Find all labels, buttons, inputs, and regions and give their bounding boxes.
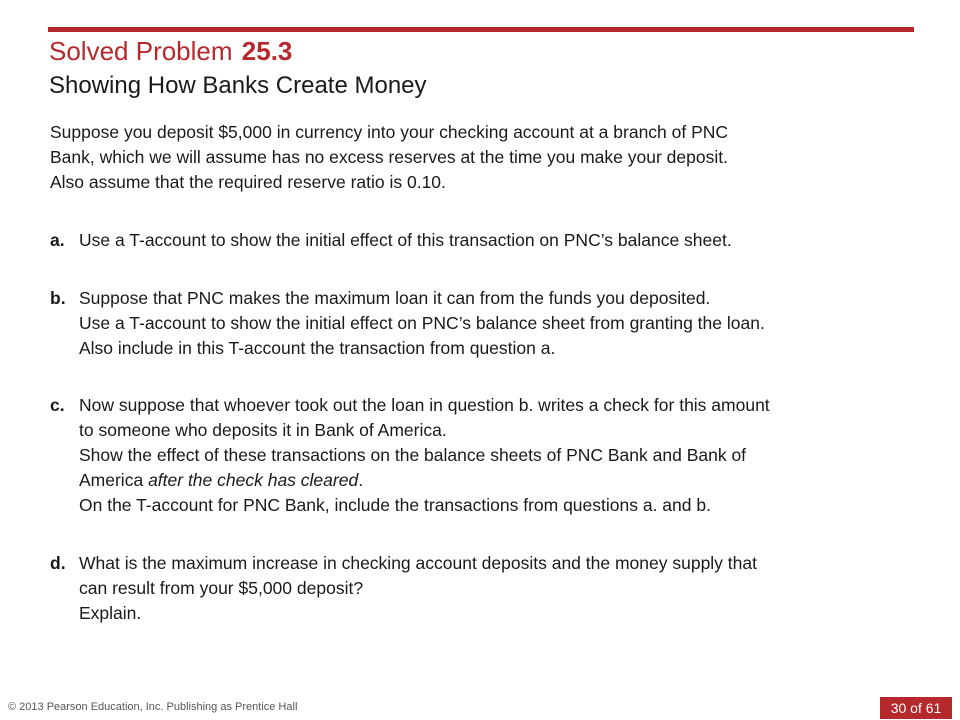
question-line: Now suppose that whoever took out the loan in question b. writes a check for this amount bbox=[79, 395, 770, 415]
emphasis-text: after the check has cleared bbox=[148, 470, 359, 490]
question-line: Use a T-account to show the initial effect of this transaction on PNC’s balance sheet. bbox=[79, 230, 732, 250]
question-d bbox=[50, 551, 930, 626]
question-c bbox=[50, 393, 930, 518]
page-of: of bbox=[910, 700, 922, 716]
copyright-notice: © 2013 Pearson Education, Inc. Publishing as Prentice Hall bbox=[8, 701, 298, 713]
title-prefix: Solved Problem bbox=[49, 36, 233, 66]
question-line: Show the effect of these transactions on the balance sheets of PNC Bank and Bank of bbox=[79, 445, 747, 465]
question-letter: d. bbox=[50, 553, 66, 573]
question-line: Use a T-account to show the initial effect on PNC’s balance sheet from granting the loan. bbox=[79, 313, 765, 333]
question-line: Explain. bbox=[79, 603, 142, 623]
intro-line: Also assume that the required reserve ratio is 0.10. bbox=[50, 172, 446, 192]
question-letter: c. bbox=[50, 395, 65, 415]
question-line: Suppose that PNC makes the maximum loan it can from the funds you deposited. bbox=[79, 288, 711, 308]
question-line: On the T-account for PNC Bank, include the transactions from questions a. and b. bbox=[79, 495, 711, 515]
intro-line: Suppose you deposit $5,000 in currency into your checking account at a branch of PNC bbox=[50, 122, 729, 142]
question-letter: a. bbox=[50, 230, 65, 250]
question-line: Also include in this T-account the transaction from question a. bbox=[79, 338, 556, 358]
slide-subtitle: Showing How Banks Create Money bbox=[49, 72, 427, 99]
question-b bbox=[50, 286, 930, 361]
page-total: 61 bbox=[925, 700, 942, 716]
slide-title bbox=[49, 36, 292, 67]
problem-intro bbox=[50, 120, 910, 195]
intro-line: Bank, which we will assume has no excess reserves at the time you make your deposit. bbox=[50, 147, 728, 167]
question-line: What is the maximum increase in checking account deposits and the money supply that bbox=[79, 553, 757, 573]
page-current: 30 bbox=[890, 700, 907, 716]
question-line: can result from your $5,000 deposit? bbox=[79, 578, 364, 598]
title-rule bbox=[48, 27, 914, 32]
question-line: America after the check has cleared. bbox=[79, 470, 364, 490]
question-line: to someone who deposits it in Bank of America. bbox=[79, 420, 447, 440]
question-a bbox=[50, 228, 930, 253]
question-letter: b. bbox=[50, 288, 66, 308]
title-number: 25.3 bbox=[241, 36, 293, 66]
page-number-badge bbox=[880, 697, 952, 719]
